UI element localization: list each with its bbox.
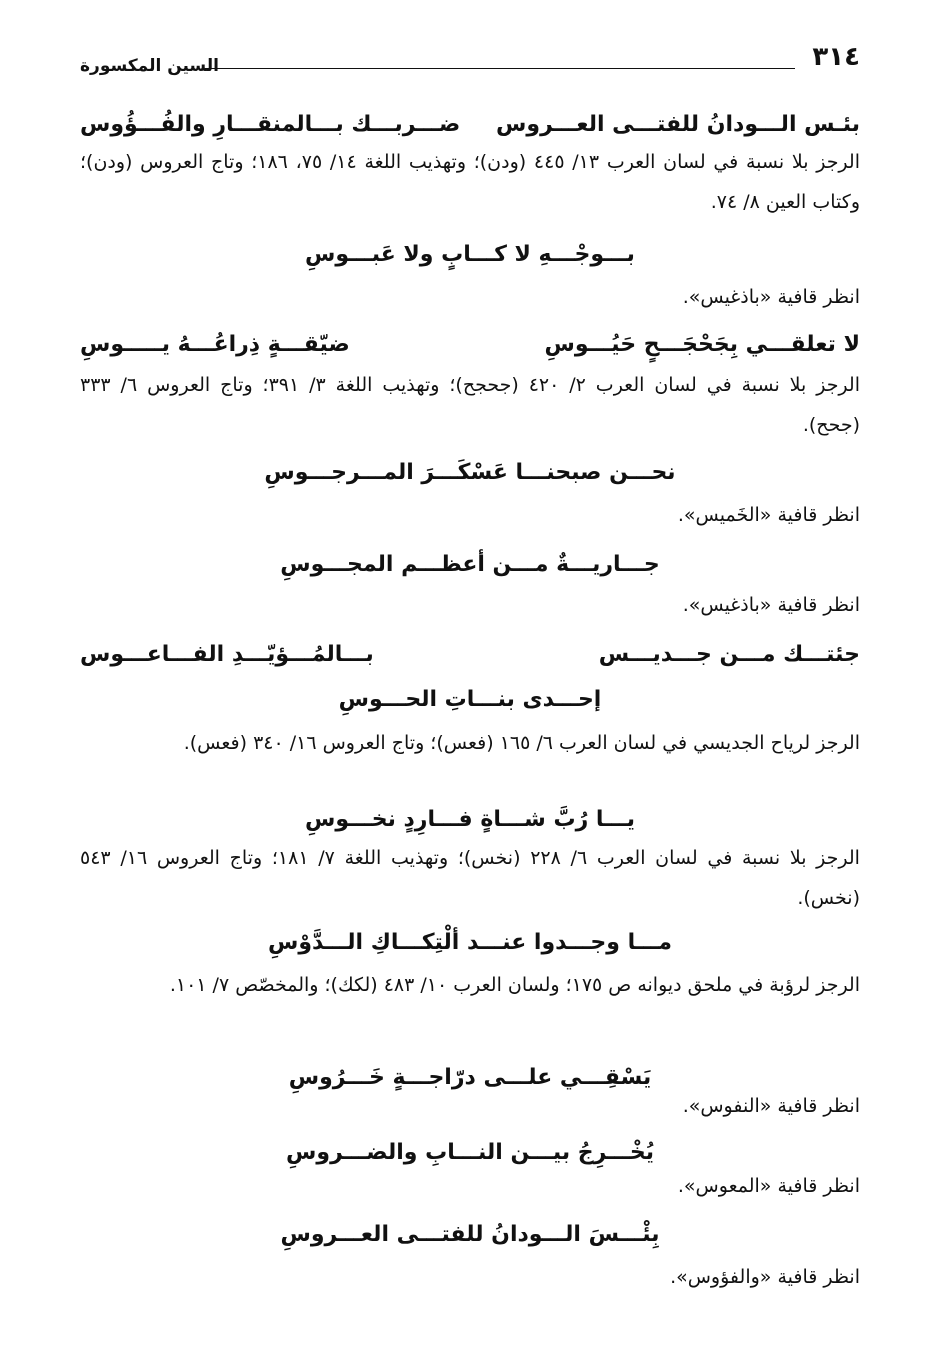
verse-line: إحـــدى بنـــاتِ الحـــوسِ [338,687,602,712]
rhyme-reference: انظر قافية «باذغيس». [682,286,860,308]
verse-second-hemistich: ضـــربـــك بـــالمنقـــارِ والفُـــؤُوس [80,112,461,137]
rhyme-reference: انظر قافية «الخَميس». [677,504,860,526]
header-rule [205,68,795,69]
rhyme-reference: انظر قافية «والفؤوس». [670,1266,860,1288]
source-note: الرجز بلا نسبة في لسان العرب ١٣/ ٤٤٥ (ودن)؛ وتهذيب اللغة ١٤/ ٧٥، ١٨٦؛ وتاج العروس (ودن)؛ وكتاب العين ٨/ ٧٤. [80,151,860,213]
verse-line: جـــاريـــةٌ مـــن أعظـــم المجـــوسِ [280,552,660,577]
verse-line: نحـــن صبحنـــا عَسْكَـــرَ المـــرجـــوسِ [264,460,676,485]
verse-second-hemistich: بـــالمُـــؤيّـــدِ الفـــاعـــوس [80,642,374,667]
source-note: الرجز بلا نسبة في لسان العرب ٦/ ٢٢٨ (نخس)؛ وتهذيب اللغة ٧/ ١٨١؛ وتاج العروس ١٦/ ٥٤٣ (نخس). [80,847,860,909]
verse-line: بـــوجْـــهِ لا كـــابٍ ولا عَبـــوسِ [305,242,635,267]
source-note: الرجز بلا نسبة في لسان العرب ٢/ ٤٢٠ (جحجح)؛ وتهذيب اللغة ٣/ ٣٩١؛ وتاج العروس ٦/ ٣٣٣ (جحح). [80,374,860,436]
verse-first-hemistich: جئتـــك مـــن جـــديـــس [598,642,860,667]
verse-first-hemistich: بئـس الـــودانُ للفتـــى العـــروس [496,112,860,137]
verse-line: يـــا رُبَّ شـــاةٍ فـــارِدٍ نخـــوسِ [305,807,635,832]
rhyme-reference: انظر قافية «المعوس». [677,1175,860,1197]
verse-line: يُخْـــرِجُ بيـــن النـــابِ والضـــروسِ [286,1140,654,1165]
verse-line: مـــا وجـــدوا عنـــد ألْتِكـــاكِ الـــدَّوْسِ [267,930,673,955]
source-note: الرجز لرياح الجديسي في لسان العرب ٦/ ١٦٥ (فعس)؛ وتاج العروس ١٦/ ٣٤٠ (فعس). [183,732,860,754]
verse-second-hemistich: ضيّقـــةٍ ذِراعُـــهُ يـــــوسِ [80,332,350,357]
page-number: ٣١٤ [812,42,860,72]
section-title: السين المكسورة [80,56,219,76]
source-note: الرجز لرؤبة في ملحق ديوانه ص ١٧٥؛ ولسان العرب ١٠/ ٤٨٣ (لكك)؛ والمخصّص ٧/ ١٠١. [169,974,860,996]
verse-line: بِئْـــسَ الـــودانُ للفتـــى العـــروسِ [280,1222,660,1247]
rhyme-reference: انظر قافية «باذغيس». [682,594,860,616]
verse-first-hemistich: لا تعلقـــي بِجَحْجَـــحٍ حَيُـــوسِ [544,332,860,357]
verse-line: يَسْقِـــي علـــى درّاجـــةٍ خَـــرُوسِ [288,1065,652,1090]
rhyme-reference: انظر قافية «النفوس». [682,1095,860,1117]
